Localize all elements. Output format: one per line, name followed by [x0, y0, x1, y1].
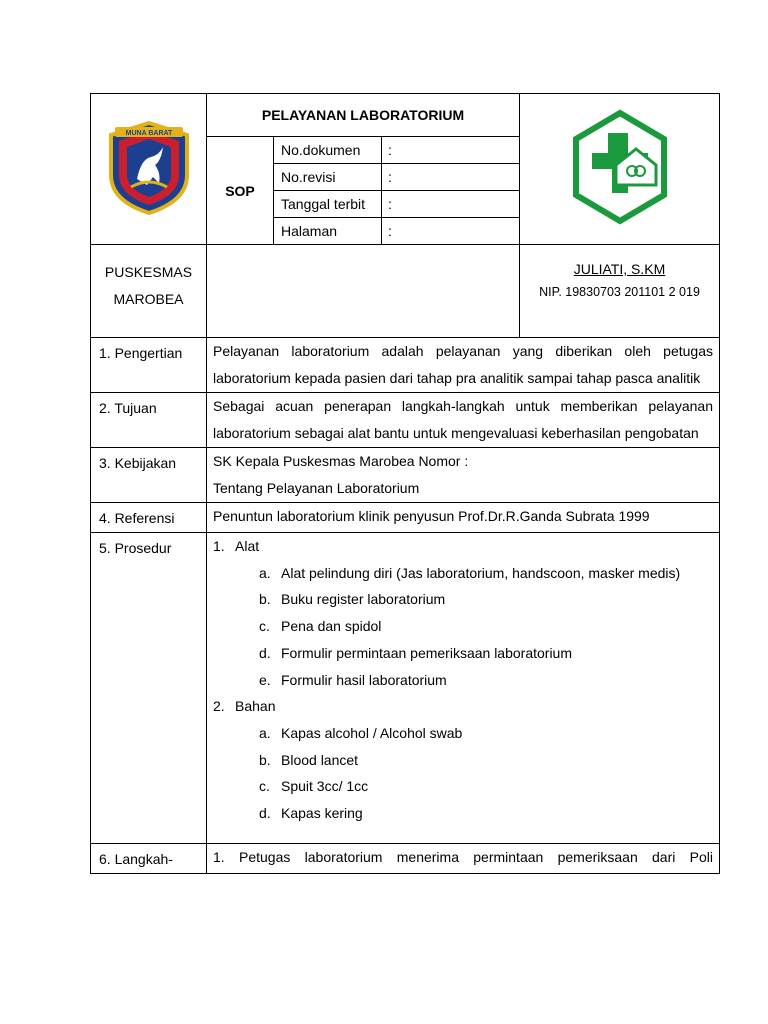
- section-body-pengertian: Pelayanan laboratorium adalah pelayanan yang diberikan oleh petugas laboratorium kepada pasien dari tahap pra analitik sampai tahap pasca analitik: [207, 338, 720, 393]
- list-item: c. Pena dan spidol: [259, 618, 382, 635]
- kebijakan-line-1: SK Kepala Puskesmas Marobea Nomor :: [213, 453, 469, 469]
- blank-cell: [207, 245, 520, 338]
- section-body-referensi: Penuntun laboratorium klinik penyusun Prof.Dr.R.Ganda Subrata 1999: [207, 503, 720, 533]
- prosedur-group-alat: 1. Alat a. Alat pelindung diri (Jas laboratorium, handscoon, masker medis) b. Buku register laboratorium c. Pena dan spidol d. Formulir permintaan pemeriksaan laboratorium e. Formulir hasil laboratorium: [213, 533, 713, 693]
- meta-label-halaman: Halaman: [274, 218, 382, 245]
- section-label-pengertian: 1. Pengertian: [91, 338, 207, 393]
- puskesmas-logo-cell: [520, 94, 720, 245]
- section-body-kebijakan: [207, 448, 720, 503]
- section-label-prosedur: 5. Prosedur: [91, 533, 207, 844]
- list-item: b. Blood lancet: [259, 751, 359, 768]
- meta-value-no-dokumen: :: [382, 137, 520, 164]
- section-label-langkah: 6. Langkah-: [91, 844, 207, 874]
- bahan-items: [213, 720, 713, 827]
- organization-line-1: PUSKESMAS: [104, 264, 193, 280]
- list-item: a. Alat pelindung diri (Jas laboratorium, handscoon, masker medis): [259, 564, 681, 581]
- signatory-nip: NIP. 19830703 201101 2 019: [539, 285, 700, 299]
- organization-line-2: MAROBEA: [113, 291, 184, 307]
- langkah-step-1: Petugas laboratorium menerima permintaan pemeriksaan dari Poli: [239, 849, 713, 865]
- puskesmas-logo-icon: [570, 109, 670, 225]
- prosedur-group-bahan: 2. Bahan a. Kapas alcohol / Alcohol swab b. Blood lancet c. Spuit 3cc/ 1cc d. Kapas kering: [213, 693, 713, 827]
- organization-name: [91, 245, 207, 338]
- sop-label: SOP: [207, 137, 274, 245]
- sop-table: [90, 93, 720, 874]
- sop-document: [90, 93, 719, 874]
- section-body-prosedur: [207, 533, 720, 844]
- section-label-tujuan: 2. Tujuan: [91, 393, 207, 448]
- section-label-kebijakan: 3. Kebijakan: [91, 448, 207, 503]
- regency-emblem-icon: [101, 117, 197, 217]
- meta-value-halaman: :: [382, 218, 520, 245]
- signatory-name: JULIATI, S.KM: [573, 261, 666, 277]
- alat-items: [213, 560, 713, 694]
- group-title-alat: Alat: [235, 538, 260, 554]
- group-title-bahan: Bahan: [235, 698, 276, 715]
- list-item: e. Formulir hasil laboratorium: [259, 671, 447, 688]
- kebijakan-line-2: Tentang Pelayanan Laboratorium: [213, 480, 420, 496]
- meta-label-no-revisi: No.revisi: [274, 164, 382, 191]
- regency-emblem-cell: [91, 94, 207, 245]
- list-item: d. Formulir permintaan pemeriksaan laboratorium: [259, 644, 573, 661]
- meta-value-tanggal-terbit: :: [382, 191, 520, 218]
- section-body-langkah: 1. Petugas laboratorium menerima permintaan pemeriksaan dari Poli: [207, 844, 720, 874]
- prosedur-list: [213, 533, 713, 827]
- list-item: a. Kapas alcohol / Alcohol swab: [259, 724, 463, 741]
- list-item: c. Spuit 3cc/ 1cc: [259, 778, 369, 795]
- svg-text:MUNA BARAT: MUNA BARAT: [125, 129, 172, 137]
- meta-value-no-revisi: :: [382, 164, 520, 191]
- section-label-referensi: 4. Referensi: [91, 503, 207, 533]
- list-item: d. Kapas kering: [259, 805, 363, 822]
- section-body-tujuan: Sebagai acuan penerapan langkah-langkah untuk memberikan pelayanan laboratorium sebagai alat bantu untuk mengevaluasi keberhasilan pengobatan: [207, 393, 720, 448]
- document-title: PELAYANAN LABORATORIUM: [207, 94, 520, 137]
- signatory-block: [520, 245, 720, 338]
- list-item: b. Buku register laboratorium: [259, 591, 446, 608]
- meta-label-no-dokumen: No.dokumen: [274, 137, 382, 164]
- meta-label-tanggal-terbit: Tanggal terbit: [274, 191, 382, 218]
